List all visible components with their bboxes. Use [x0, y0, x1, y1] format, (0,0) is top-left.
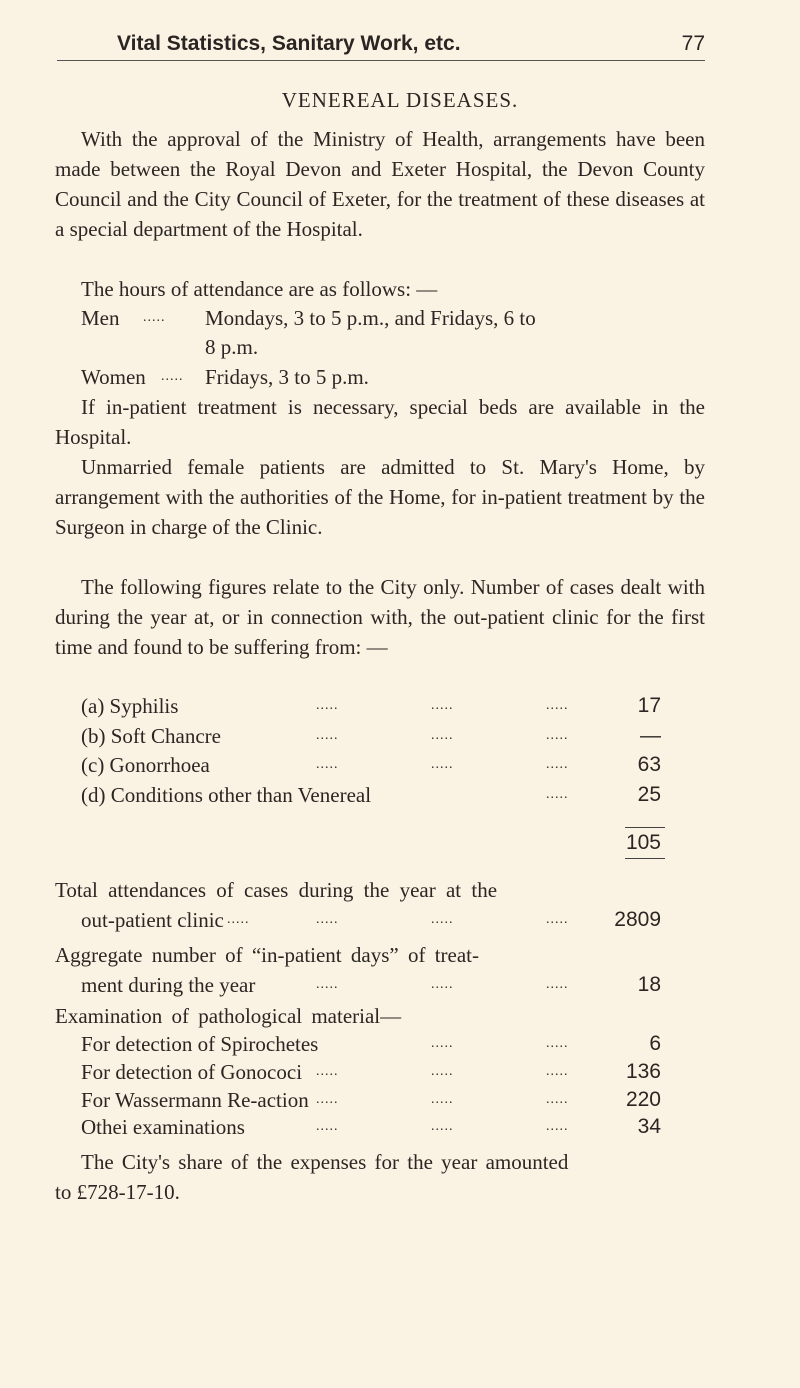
inpatient-label: ment during the year: [81, 973, 256, 997]
expenses-line2: [55, 1177, 705, 1207]
leader-dots: .....: [546, 698, 569, 713]
exam-value: 220: [625, 1088, 661, 1111]
exam-label: For detection of Spirochetes: [81, 1032, 319, 1056]
hours-intro: The hours of attendance are as follows: —: [81, 277, 438, 301]
leader-dots: .....: [431, 1036, 454, 1051]
attendances-row: [81, 905, 661, 935]
leader-dots: .....: [546, 1119, 569, 1134]
exam-row: [81, 1112, 661, 1142]
case-label: (a) Syphilis: [81, 694, 179, 718]
exam-heading-text: Examination of pathological material—: [55, 1004, 402, 1028]
leader-dots: .....: [546, 757, 569, 772]
case-row: [81, 721, 661, 751]
section-title: VENEREAL DISEASES.: [281, 88, 519, 112]
leader-dots: .....: [316, 1092, 339, 1107]
leader-dots: .....: [316, 1119, 339, 1134]
hours-women: [81, 362, 731, 392]
leader-dots: .....: [431, 1092, 454, 1107]
leader-dots: .....: [316, 1064, 339, 1079]
hours-when: Fridays, 3 to 5 p.m.: [205, 365, 369, 389]
running-header: [55, 32, 705, 58]
leader-dots: .....: [546, 1064, 569, 1079]
leader-dots: .....: [431, 698, 454, 713]
running-header-title: Vital Statistics, Sanitary Work, etc.: [117, 32, 461, 55]
exam-label: For Wassermann Re-action: [81, 1088, 309, 1112]
hours-men-cont: [205, 332, 800, 362]
attendances-label: out-patient clinic: [81, 908, 224, 932]
hours-when: 8 p.m.: [205, 335, 259, 359]
leader-dots: .....: [161, 369, 184, 384]
paragraph-approval: With the approval of the Ministry of Health, arrangements have been made between the Royal Devon and Exeter Hospital, the Devon County Council and the City Council of Exeter, for the treatment of these diseases at a special department of the Hospital.: [55, 127, 705, 241]
case-row: [81, 691, 661, 721]
page-number: 77: [681, 32, 705, 55]
leader-dots: .....: [431, 1119, 454, 1134]
leader-dots: .....: [431, 757, 454, 772]
cases-total: 105: [625, 831, 661, 854]
leader-dots: .....: [316, 977, 339, 992]
attendances-line1: [55, 875, 705, 905]
expenses-text: The City's share of the expenses for the year amounted: [81, 1150, 569, 1174]
leader-dots: .....: [431, 977, 454, 992]
case-label: (c) Gonorrhoea: [81, 753, 210, 777]
leader-dots: .....: [431, 728, 454, 743]
inpatient-text: Aggregate number of “in-patient days” of treat-: [55, 943, 479, 967]
expenses-line1: [81, 1147, 705, 1177]
paragraph-unmarried: Unmarried female patients are admitted to St. Mary's Home, by arrangement with the authorities of the Home, for in-patient treatment by the Surgeon in charge of the Clinic.: [55, 455, 705, 539]
attendances-text: Total attendances of cases during the year at the: [55, 878, 498, 902]
leader-dots: .....: [431, 1064, 454, 1079]
leader-dots: .....: [227, 912, 250, 927]
exam-label: Othei examinations: [81, 1115, 245, 1139]
leader-dots: .....: [546, 1036, 569, 1051]
case-value: —: [640, 724, 661, 747]
case-label: (d) Conditions other than Venereal: [81, 783, 372, 807]
inpatient-line1: [55, 940, 705, 970]
paragraph-figures: The following figures relate to the City only. Number of cases dealt with during the year at, or in connection with, the out-patient clinic for the first time and found to be suffering from: —: [55, 575, 705, 659]
cases-total-row: [81, 828, 661, 858]
total-rule-bottom: [625, 858, 665, 859]
attendances-value: 2809: [614, 908, 661, 931]
leader-dots: .....: [546, 1092, 569, 1107]
exam-row: [81, 1029, 661, 1059]
case-value: 25: [637, 783, 661, 806]
inpatient-value: 18: [637, 973, 661, 996]
exam-heading: [55, 1001, 705, 1031]
case-row: [81, 780, 661, 810]
hours-who: Men: [81, 306, 120, 330]
leader-dots: .....: [546, 787, 569, 802]
exam-value: 34: [637, 1115, 661, 1138]
case-value: 63: [637, 753, 661, 776]
leader-dots: .....: [316, 757, 339, 772]
leader-dots: .....: [316, 912, 339, 927]
case-row: [81, 750, 661, 780]
leader-dots: .....: [316, 698, 339, 713]
header-rule: [57, 60, 705, 61]
leader-dots: .....: [143, 310, 166, 325]
hours-who: Women: [81, 365, 146, 389]
leader-dots: .....: [546, 977, 569, 992]
leader-dots: .....: [546, 728, 569, 743]
hours-men: [81, 303, 731, 333]
paragraph-inpatient: If in-patient treatment is necessary, special beds are available in the Hospital.: [55, 395, 705, 449]
exam-row: [81, 1057, 661, 1087]
exam-label: For detection of Gonococi: [81, 1060, 303, 1084]
leader-dots: .....: [316, 728, 339, 743]
case-value: 17: [637, 694, 661, 717]
exam-row: [81, 1085, 661, 1115]
inpatient-row: [81, 970, 661, 1000]
case-label: (b) Soft Chancre: [81, 724, 221, 748]
exam-value: 6: [649, 1032, 661, 1055]
leader-dots: .....: [431, 912, 454, 927]
expenses-amount: to £728-17-10.: [55, 1180, 180, 1204]
leader-dots: .....: [546, 912, 569, 927]
hours-when: Mondays, 3 to 5 p.m., and Fridays, 6 to: [205, 306, 536, 330]
exam-value: 136: [625, 1060, 661, 1083]
